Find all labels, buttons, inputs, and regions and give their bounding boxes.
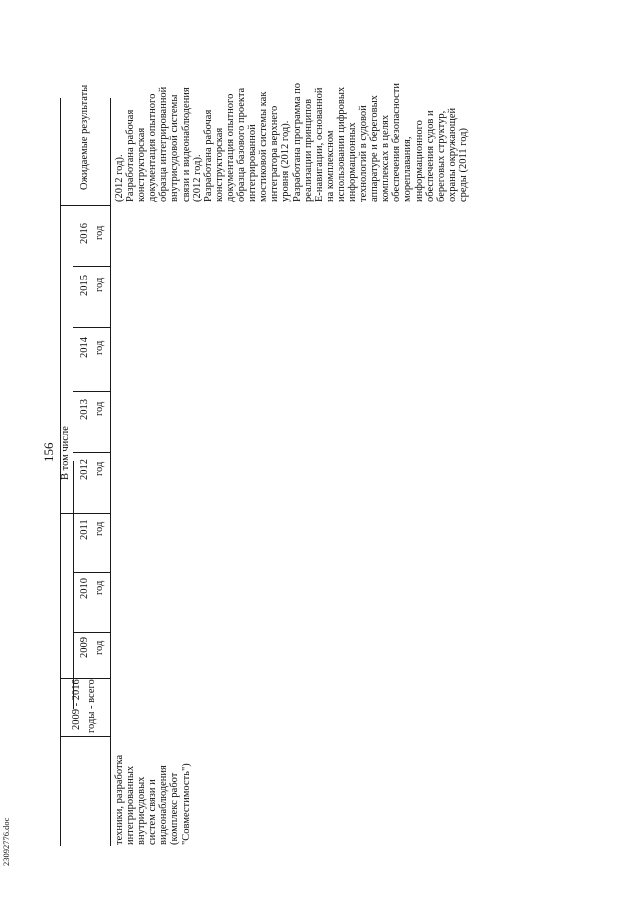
results-line: использовании цифровых [335,86,347,202]
results-line: уровня (2012 год). [280,120,292,202]
header-year-word-2015: год [94,277,105,292]
header-year-2014: 2014 [79,337,90,358]
header-total-label: годы - всего [86,679,97,733]
header-year-2012: 2012 [79,459,90,480]
col-rule-2009 [73,632,111,633]
results-line: Разработана программа по [291,82,303,202]
header-year-2015: 2015 [79,275,90,296]
col-rule-results [60,205,111,206]
header-year-word-2010: год [94,580,105,595]
header-year-2016: 2016 [79,223,90,244]
results-line: интегратора верхнего [269,105,281,202]
results-line: образца базового проекта [236,87,248,202]
col-rule-measure [60,736,111,737]
header-year-2010: 2010 [79,578,90,599]
header-year-word-2012: год [94,461,105,476]
col-rule-2010 [73,572,111,573]
results-line: (2012 год). [114,154,125,202]
results-cell [114,67,469,202]
measure-line: техники, разработка [114,754,125,845]
header-year-word-2011: год [94,521,105,536]
results-line: документация опытного [147,93,159,202]
results-line: технологий в судовой [358,105,370,202]
header-total-years: 2009 - 2016 [71,679,82,730]
header-year-word-2014: год [94,340,105,355]
header-year-2011: 2011 [79,519,90,540]
results-line: обеспечения судов и [424,110,436,202]
header-bottom-rule [110,98,111,846]
results-line: внутрисудовой системы [169,94,181,202]
results-line: мореплавания, [402,136,414,202]
results-line: Разработана рабочая [125,109,137,202]
measure-line: (комплекс работ [169,772,181,845]
measure-line: систем связи и [147,779,159,845]
header-year-word-2013: год [94,401,105,416]
header-in-that-number: В том числе [60,426,71,480]
header-expected-results: Ожидаемые результаты [79,84,90,190]
results-line: среды (2011 год) [457,127,469,202]
col-rule-2014 [73,327,111,328]
measure-line: интегрированных [125,765,137,845]
col-rule-2011 [60,513,111,514]
results-line: связи и видеонаблюдения [180,87,192,202]
col-rule-2015 [73,266,111,267]
col-rule-2013 [73,391,111,392]
results-line: (2012 год). [191,154,203,202]
measure-line: "Совместимость") [180,763,192,845]
col-rule-2012 [73,452,111,453]
page-number: 156 [41,442,56,462]
results-line: конструкторская [136,127,148,202]
results-line: на комплексном [324,130,336,202]
results-line: реализации принципов [302,98,314,202]
results-line: документация опытного [224,93,236,202]
header-divider-rule [73,461,74,709]
header-year-word-2016: год [94,225,105,240]
header-year-word-2009: год [94,640,105,655]
results-line: Разработана рабочая [202,109,214,202]
results-line: обеспечения безопасности [391,83,403,202]
measure-line: видеонаблюдения [158,765,170,845]
results-line: информационного [413,120,425,202]
results-line: аппаратуре и береговых [369,95,381,202]
header-year-2009: 2009 [79,637,90,658]
results-line: мостиковой системы как [258,91,270,202]
results-line: береговых структур, [435,110,447,202]
results-line: информационных [346,122,358,202]
document-id: 23092776.doc [1,817,11,866]
results-line: образца интегрированной [158,86,170,202]
header-year-2013: 2013 [79,399,90,420]
measure-cell [114,725,192,845]
results-line: комплексах в целях [380,114,392,202]
results-line: интегрированной [247,124,259,202]
results-line: охраны окружающей [446,107,458,202]
measure-line: внутрисудовых [136,776,148,845]
results-line: Е-навигации, основанной [313,87,325,202]
results-line: конструкторская [213,127,225,202]
